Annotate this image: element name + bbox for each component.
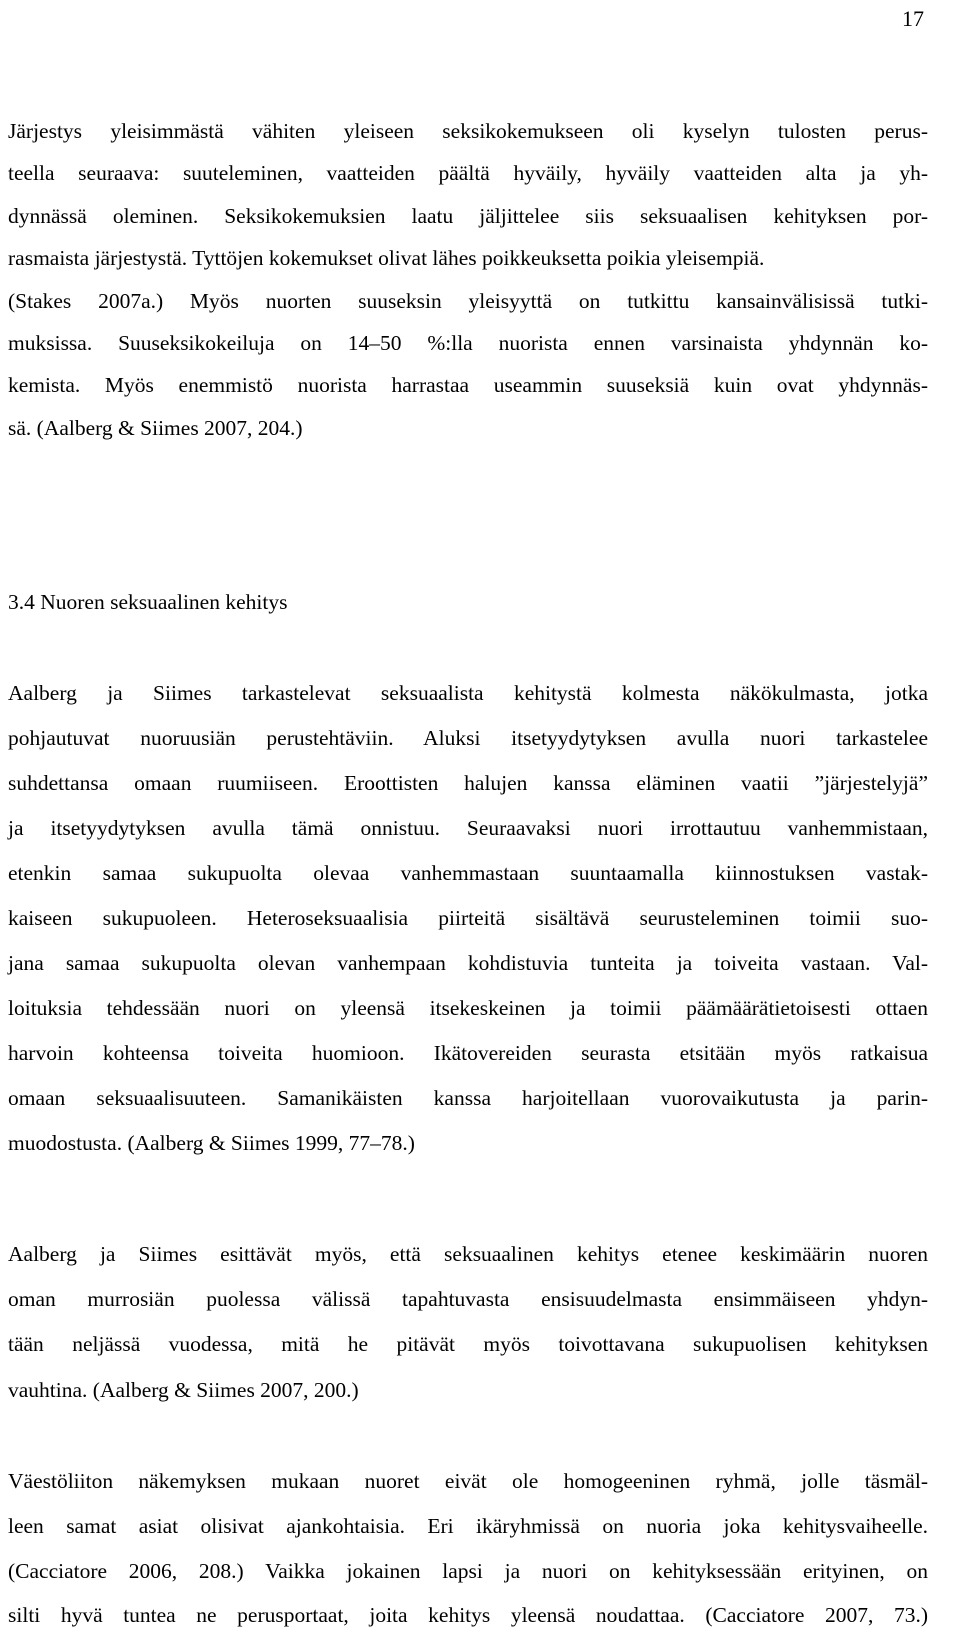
paragraph-2-line: loituksia tehdessään nuori on yleensä itsekeskeinen ja toimii päämäärätietoisesti ottaen bbox=[8, 996, 928, 1020]
paragraph-1-line: muksissa. Suuseksikokeiluja on 14–50 %:lla nuorista ennen varsinaista yhdynnän ko- bbox=[8, 331, 928, 355]
paragraph-3-line: tään neljässä vuodessa, mitä he pitävät myös toivottavana sukupuolisen kehityksen bbox=[8, 1332, 928, 1356]
paragraph-1-line: sä. (Aalberg & Siimes 2007, 204.) bbox=[8, 416, 303, 440]
paragraph-2-line: omaan seksuaalisuuteen. Samanikäisten kanssa harjoitellaan vuorovaikutusta ja parin- bbox=[8, 1086, 928, 1110]
section-heading: 3.4 Nuoren seksuaalinen kehitys bbox=[8, 590, 288, 614]
paragraph-3-line: vauhtina. (Aalberg & Siimes 2007, 200.) bbox=[8, 1378, 359, 1402]
paragraph-1-line: dynnässä oleminen. Seksikokemuksien laatu jäljittelee siis seksuaalisen kehityksen por- bbox=[8, 204, 928, 228]
paragraph-2-line: suhdettansa omaan ruumiiseen. Eroottisten halujen kanssa eläminen vaatii ”järjestelyjä” bbox=[8, 771, 928, 795]
paragraph-4-line: leen samat asiat olisivat ajankohtaisia. Eri ikäryhmissä on nuoria joka kehitysvaiheelle. bbox=[8, 1514, 928, 1538]
paragraph-2-line: jana samaa sukupuolta olevan vanhempaan kohdistuvia tunteita ja toiveita vastaan. Val- bbox=[8, 951, 928, 975]
paragraph-1-line: teella seuraava: suuteleminen, vaatteiden päältä hyväily, hyväily vaatteiden alta ja yh- bbox=[8, 161, 928, 185]
paragraph-2-line: muodostusta. (Aalberg & Siimes 1999, 77–78.) bbox=[8, 1131, 415, 1155]
paragraph-2-line: Aalberg ja Siimes tarkastelevat seksuaalista kehitystä kolmesta näkökulmasta, jotka bbox=[8, 681, 928, 705]
paragraph-4-line: silti hyvä tuntea ne perusportaat, joita kehitys yleensä noudattaa. (Cacciatore 2007, 73.) bbox=[8, 1603, 928, 1627]
paragraph-1-line: kemista. Myös enemmistö nuorista harrastaa useammin suuseksiä kuin ovat yhdynnäs- bbox=[8, 373, 928, 397]
paragraph-4-line: Väestöliiton näkemyksen mukaan nuoret eivät ole homogeeninen ryhmä, jolle täsmäl- bbox=[8, 1469, 928, 1493]
paragraph-1-line: Järjestys yleisimmästä vähiten yleiseen seksikokemukseen oli kyselyn tulosten perus- bbox=[8, 119, 928, 143]
page-number: 17 bbox=[902, 6, 924, 31]
paragraph-3-line: oman murrosiän puolessa välissä tapahtuvasta ensisuudelmasta ensimmäiseen yhdyn- bbox=[8, 1287, 928, 1311]
paragraph-2-line: kaiseen sukupuoleen. Heteroseksuaalisia piirteitä sisältävä seurusteleminen toimii suo- bbox=[8, 906, 928, 930]
paragraph-2-line: pohjautuvat nuoruusiän perustehtäviin. Aluksi itsetyydytyksen avulla nuori tarkastelee bbox=[8, 726, 928, 750]
paragraph-2-line: ja itsetyydytyksen avulla tämä onnistuu. Seuraavaksi nuori irrottautuu vanhemmistaan, bbox=[8, 816, 928, 840]
paragraph-2-line: etenkin samaa sukupuolta olevaa vanhemmastaan suuntaamalla kiinnostuksen vastak- bbox=[8, 861, 928, 885]
paragraph-2-line: harvoin kohteensa toiveita huomioon. Ikätovereiden seurasta etsitään myös ratkaisua bbox=[8, 1041, 928, 1065]
paragraph-1-line: (Stakes 2007a.) Myös nuorten suuseksin yleisyyttä on tutkittu kansainvälisissä tutki- bbox=[8, 289, 928, 313]
paragraph-3-line: Aalberg ja Siimes esittävät myös, että seksuaalinen kehitys etenee keskimäärin nuoren bbox=[8, 1242, 928, 1266]
paragraph-4-line: (Cacciatore 2006, 208.) Vaikka jokainen lapsi ja nuori on kehityksessään erityinen, on bbox=[8, 1559, 928, 1583]
paragraph-1-line: rasmaista järjestystä. Tyttöjen kokemukset olivat lähes poikkeuksetta poikia yleisempiä. bbox=[8, 246, 765, 270]
